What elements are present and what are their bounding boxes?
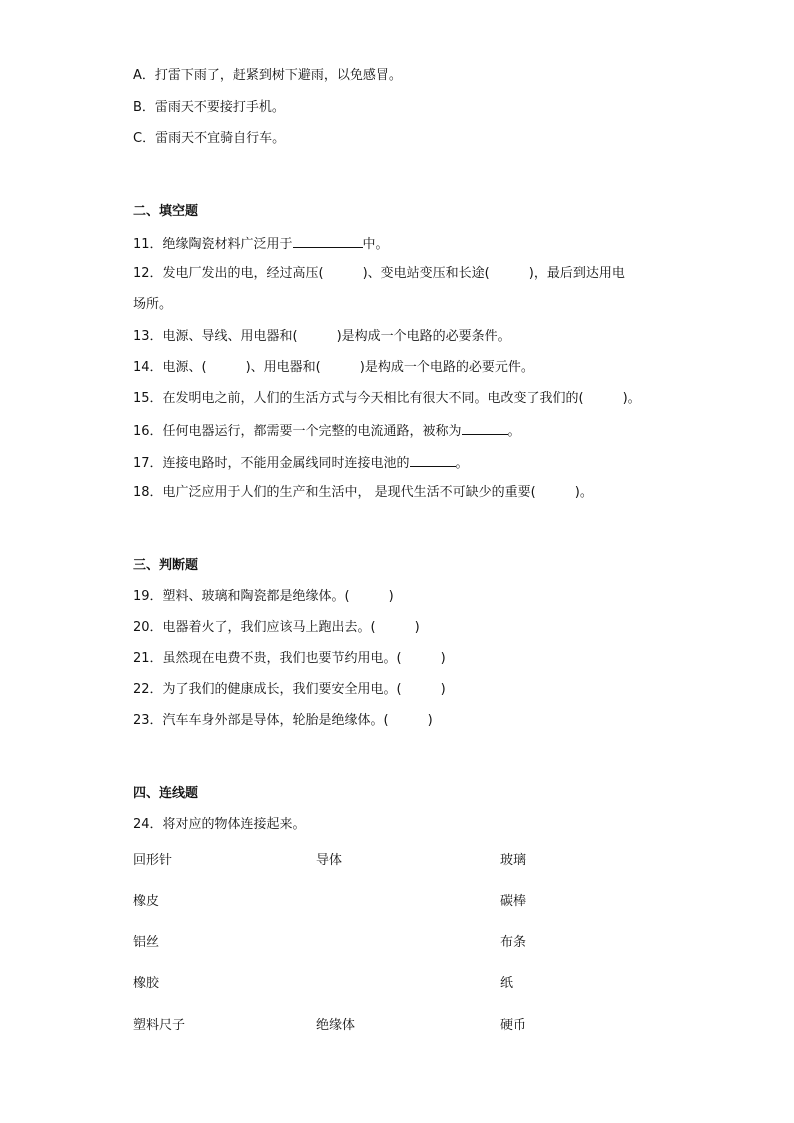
q17-blank	[410, 454, 456, 467]
q16-blank	[462, 422, 508, 435]
section2-heading: 二、填空题	[133, 204, 199, 219]
q17-text-pre: 17．连接电路时，不能用金属线同时连接电池的	[133, 456, 410, 471]
right-item-1: 玻璃	[500, 853, 527, 868]
question-23: 23．汽车车身外部是导体，轮胎是绝缘体。( )	[133, 713, 433, 728]
q17-text-post: 。	[455, 456, 469, 471]
choice-b: B．雷雨天不要接打手机。	[133, 100, 285, 115]
right-item-3: 布条	[500, 935, 527, 950]
question-16	[133, 422, 521, 440]
choice-a: A．打雷下雨了，赶紧到树下避雨，以免感冒。	[133, 68, 402, 83]
question-11	[133, 235, 389, 253]
question-24: 24．将对应的物体连接起来。	[133, 817, 306, 832]
question-13: 13．电源、导线、用电器和( )是构成一个电路的必要条件。	[133, 329, 511, 344]
q11-text-pre: 11．绝缘陶瓷材料广泛用于	[133, 237, 293, 252]
middle-item-insulator: 绝缘体	[316, 1018, 356, 1033]
question-17	[133, 454, 469, 472]
left-item-3: 铝丝	[133, 935, 160, 950]
left-item-1: 回形针	[133, 853, 173, 868]
question-19: 19．塑料、玻璃和陶瓷都是绝缘体。( )	[133, 589, 394, 604]
question-18: 18．电广泛应用于人们的生产和生活中， 是现代生活不可缺少的重要( )。	[133, 485, 593, 500]
left-item-5: 塑料尺子	[133, 1018, 186, 1033]
question-21: 21．虽然现在电费不贵，我们也要节约用电。( )	[133, 651, 446, 666]
question-12-line1: 12．发电厂发出的电，经过高压( )、变电站变压和长途( )，最后到达用电	[133, 266, 625, 281]
question-12-line2: 场所。	[133, 297, 173, 312]
right-item-5: 硬币	[500, 1018, 527, 1033]
left-item-4: 橡胶	[133, 976, 160, 991]
section3-heading: 三、判断题	[133, 558, 199, 573]
question-20: 20．电器着火了，我们应该马上跑出去。( )	[133, 620, 420, 635]
q16-text-pre: 16．任何电器运行，都需要一个完整的电流通路，被称为	[133, 424, 462, 439]
right-item-4: 纸	[500, 976, 514, 991]
left-item-2: 橡皮	[133, 894, 160, 909]
question-22: 22．为了我们的健康成长，我们要安全用电。( )	[133, 682, 446, 697]
q16-text-post: 。	[507, 424, 521, 439]
q11-text-post: 中。	[362, 237, 389, 252]
q11-blank	[293, 235, 363, 248]
middle-item-conductor: 导体	[316, 853, 343, 868]
right-item-2: 碳棒	[500, 894, 527, 909]
section4-heading: 四、连线题	[133, 786, 199, 801]
question-14: 14．电源、( )、用电器和( )是构成一个电路的必要元件。	[133, 360, 534, 375]
question-15: 15．在发明电之前，人们的生活方式与今天相比有很大不同。电改变了我们的( )。	[133, 391, 641, 406]
choice-c: C．雷雨天不宜骑自行车。	[133, 131, 286, 146]
